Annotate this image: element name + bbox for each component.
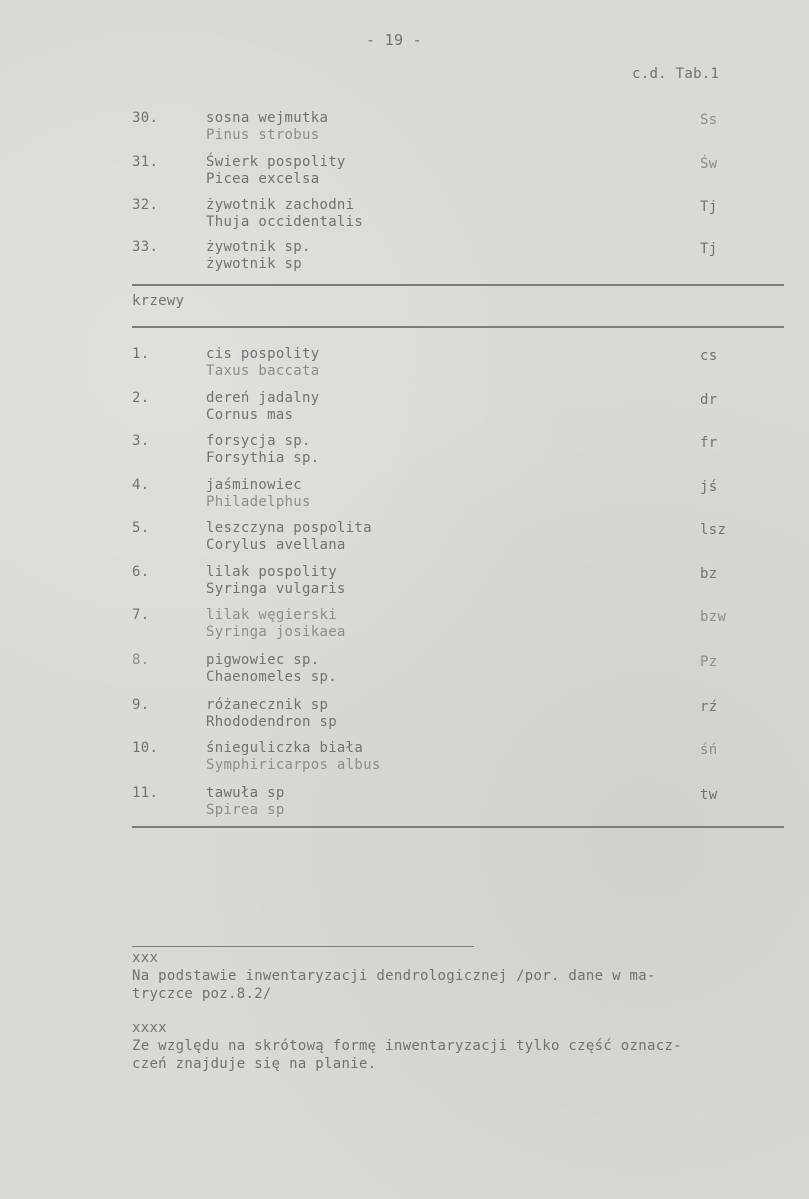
- table-row: [0, 785, 809, 829]
- abbreviation: tw: [700, 787, 718, 803]
- abbreviation: Tj: [700, 199, 718, 215]
- row-number: 30.: [132, 110, 159, 126]
- abbreviation: Tj: [700, 241, 718, 257]
- row-number: 8.: [132, 652, 150, 668]
- abbreviation: bz: [700, 566, 718, 582]
- abbreviation: cs: [700, 348, 718, 364]
- row-number: 6.: [132, 564, 150, 580]
- footnote-text: tryczce poz.8.2/: [132, 986, 272, 1002]
- row-number: 7.: [132, 607, 150, 623]
- polish-name: pigwowiec sp.: [206, 652, 320, 668]
- latin-name: Corylus avellana: [206, 537, 346, 553]
- polish-name: żywotnik zachodni: [206, 197, 355, 213]
- table-row: [0, 346, 809, 390]
- abbreviation: Ss: [700, 112, 718, 128]
- table-divider: [132, 826, 784, 828]
- row-number: 5.: [132, 520, 150, 536]
- table-row: [0, 564, 809, 608]
- table-row: [0, 390, 809, 434]
- row-number: 32.: [132, 197, 159, 213]
- footnote-mark: xxxx: [132, 1020, 167, 1036]
- latin-name: Rhododendron sp: [206, 714, 337, 730]
- latin-name: Forsythia sp.: [206, 450, 320, 466]
- row-number: 9.: [132, 697, 150, 713]
- latin-name: Philadelphus: [206, 494, 311, 510]
- row-number: 31.: [132, 154, 159, 170]
- row-number: 10.: [132, 740, 159, 756]
- row-number: 1.: [132, 346, 150, 362]
- row-number: 2.: [132, 390, 150, 406]
- latin-name: Picea excelsa: [206, 171, 320, 187]
- page-number: - 19 -: [366, 31, 422, 49]
- polish-name: dereń jadalny: [206, 390, 320, 406]
- polish-name: lilak węgierski: [206, 607, 337, 623]
- polish-name: lilak pospolity: [206, 564, 337, 580]
- latin-name: Spirea sp: [206, 802, 285, 818]
- table-row: [0, 239, 809, 283]
- row-number: 33.: [132, 239, 159, 255]
- polish-name: żywotnik sp.: [206, 239, 311, 255]
- abbreviation: Pz: [700, 654, 718, 670]
- footnote-text: Ze względu na skrótową formę inwentaryzacji tylko część oznacz-: [132, 1038, 682, 1054]
- abbreviation: jś: [700, 479, 718, 495]
- polish-name: śnieguliczka biała: [206, 740, 364, 756]
- polish-name: cis pospolity: [206, 346, 320, 362]
- polish-name: sosna wejmutka: [206, 110, 329, 126]
- table-row: [0, 607, 809, 651]
- polish-name: jaśminowiec: [206, 477, 303, 493]
- table-row: [0, 110, 809, 154]
- footnote-separator: [132, 946, 474, 947]
- table-divider: [132, 284, 784, 286]
- table-row: [0, 197, 809, 241]
- polish-name: leszczyna pospolita: [206, 520, 372, 536]
- row-number: 11.: [132, 785, 159, 801]
- table-row: [0, 520, 809, 564]
- footnote-mark: xxx: [132, 950, 159, 966]
- latin-name: Symphiricarpos albus: [206, 757, 381, 773]
- table-divider: [132, 326, 784, 328]
- row-number: 3.: [132, 433, 150, 449]
- table-reference: c.d. Tab.1: [632, 66, 720, 82]
- latin-name: Thuja occidentalis: [206, 214, 364, 230]
- table-row: [0, 154, 809, 198]
- polish-name: Świerk pospolity: [206, 154, 346, 170]
- table-row: [0, 433, 809, 477]
- footnote-text: Na podstawie inwentaryzacji dendrologicznej /por. dane w ma-: [132, 968, 656, 984]
- polish-name: forsycja sp.: [206, 433, 311, 449]
- row-number: 4.: [132, 477, 150, 493]
- latin-name: Pinus strobus: [206, 127, 320, 143]
- abbreviation: fr: [700, 435, 718, 451]
- latin-name: Cornus mas: [206, 407, 294, 423]
- table-row: [0, 740, 809, 784]
- abbreviation: dr: [700, 392, 718, 408]
- polish-name: różanecznik sp: [206, 697, 329, 713]
- latin-name: Syringa vulgaris: [206, 581, 346, 597]
- table-row: [0, 652, 809, 696]
- section-label: krzewy: [132, 293, 185, 309]
- abbreviation: Św: [700, 156, 718, 172]
- polish-name: tawuła sp: [206, 785, 285, 801]
- latin-name: żywotnik sp: [206, 256, 303, 272]
- table-row: [0, 697, 809, 741]
- abbreviation: lsz: [700, 522, 727, 538]
- latin-name: Chaenomeles sp.: [206, 669, 337, 685]
- abbreviation: rź: [700, 699, 718, 715]
- footnote-text: czeń znajduje się na planie.: [132, 1056, 377, 1072]
- latin-name: Syringa josikaea: [206, 624, 346, 640]
- table-row: [0, 477, 809, 521]
- abbreviation: śń: [700, 742, 718, 758]
- latin-name: Taxus baccata: [206, 363, 320, 379]
- abbreviation: bzw: [700, 609, 727, 625]
